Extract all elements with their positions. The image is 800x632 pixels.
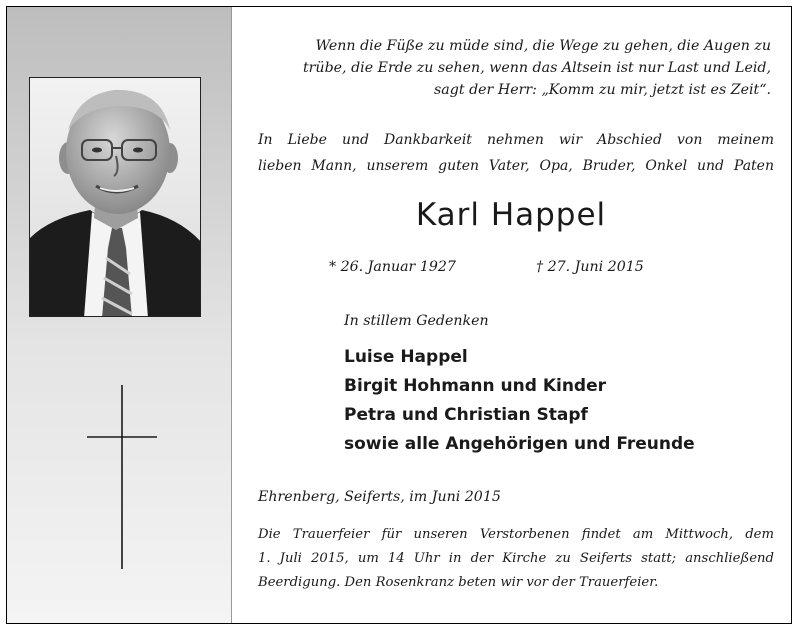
obituary-card — [6, 6, 792, 624]
service-line: 1. Juli 2015, um 14 Uhr in der Kirche zu Seiferts statt; anschließend — [258, 551, 774, 566]
cross-icon — [87, 385, 157, 573]
mourner-name: Birgit Hohmann und Kinder — [344, 376, 607, 396]
poem-line: Wenn die Füße zu müde sind, die Wege zu gehen, die Augen zu — [315, 38, 771, 54]
intro-text — [258, 127, 774, 179]
poem-line: sagt der Herr: „Komm zu mir, jetzt ist es Zeit“. — [434, 82, 771, 98]
mourners-list — [344, 343, 695, 459]
mourner-name: Luise Happel — [344, 347, 468, 367]
main-content — [231, 7, 791, 623]
deceased-name: Karl Happel — [415, 197, 607, 233]
service-line: Die Trauerfeier für unseren Verstorbenen findet am Mittwoch, dem — [258, 527, 774, 542]
service-info — [258, 523, 774, 595]
mourner-name: sowie alle Angehörigen und Freunde — [344, 434, 695, 454]
poem-line: trübe, die Erde zu sehen, wenn das Altsein ist nur Last und Leid, — [302, 60, 771, 76]
intro-line: In Liebe und Dankbarkeit nehmen wir Abschied von meinem — [258, 132, 774, 148]
portrait-photo — [29, 77, 201, 317]
birth-date: * 26. Januar 1927 — [329, 259, 456, 275]
intro-line: lieben Mann, unserem guten Vater, Opa, Bruder, Onkel und Paten — [258, 158, 774, 174]
location-date: Ehrenberg, Seiferts, im Juni 2015 — [258, 489, 501, 505]
sidebar-panel — [7, 7, 232, 623]
death-date: † 27. Juni 2015 — [536, 259, 644, 275]
service-line: Beerdigung. Den Rosenkranz beten wir vor der Trauerfeier. — [258, 575, 659, 590]
portrait-image — [30, 78, 201, 317]
poem — [251, 35, 771, 101]
memory-heading: In stillem Gedenken — [344, 313, 489, 329]
mourner-name: Petra und Christian Stapf — [344, 405, 588, 425]
